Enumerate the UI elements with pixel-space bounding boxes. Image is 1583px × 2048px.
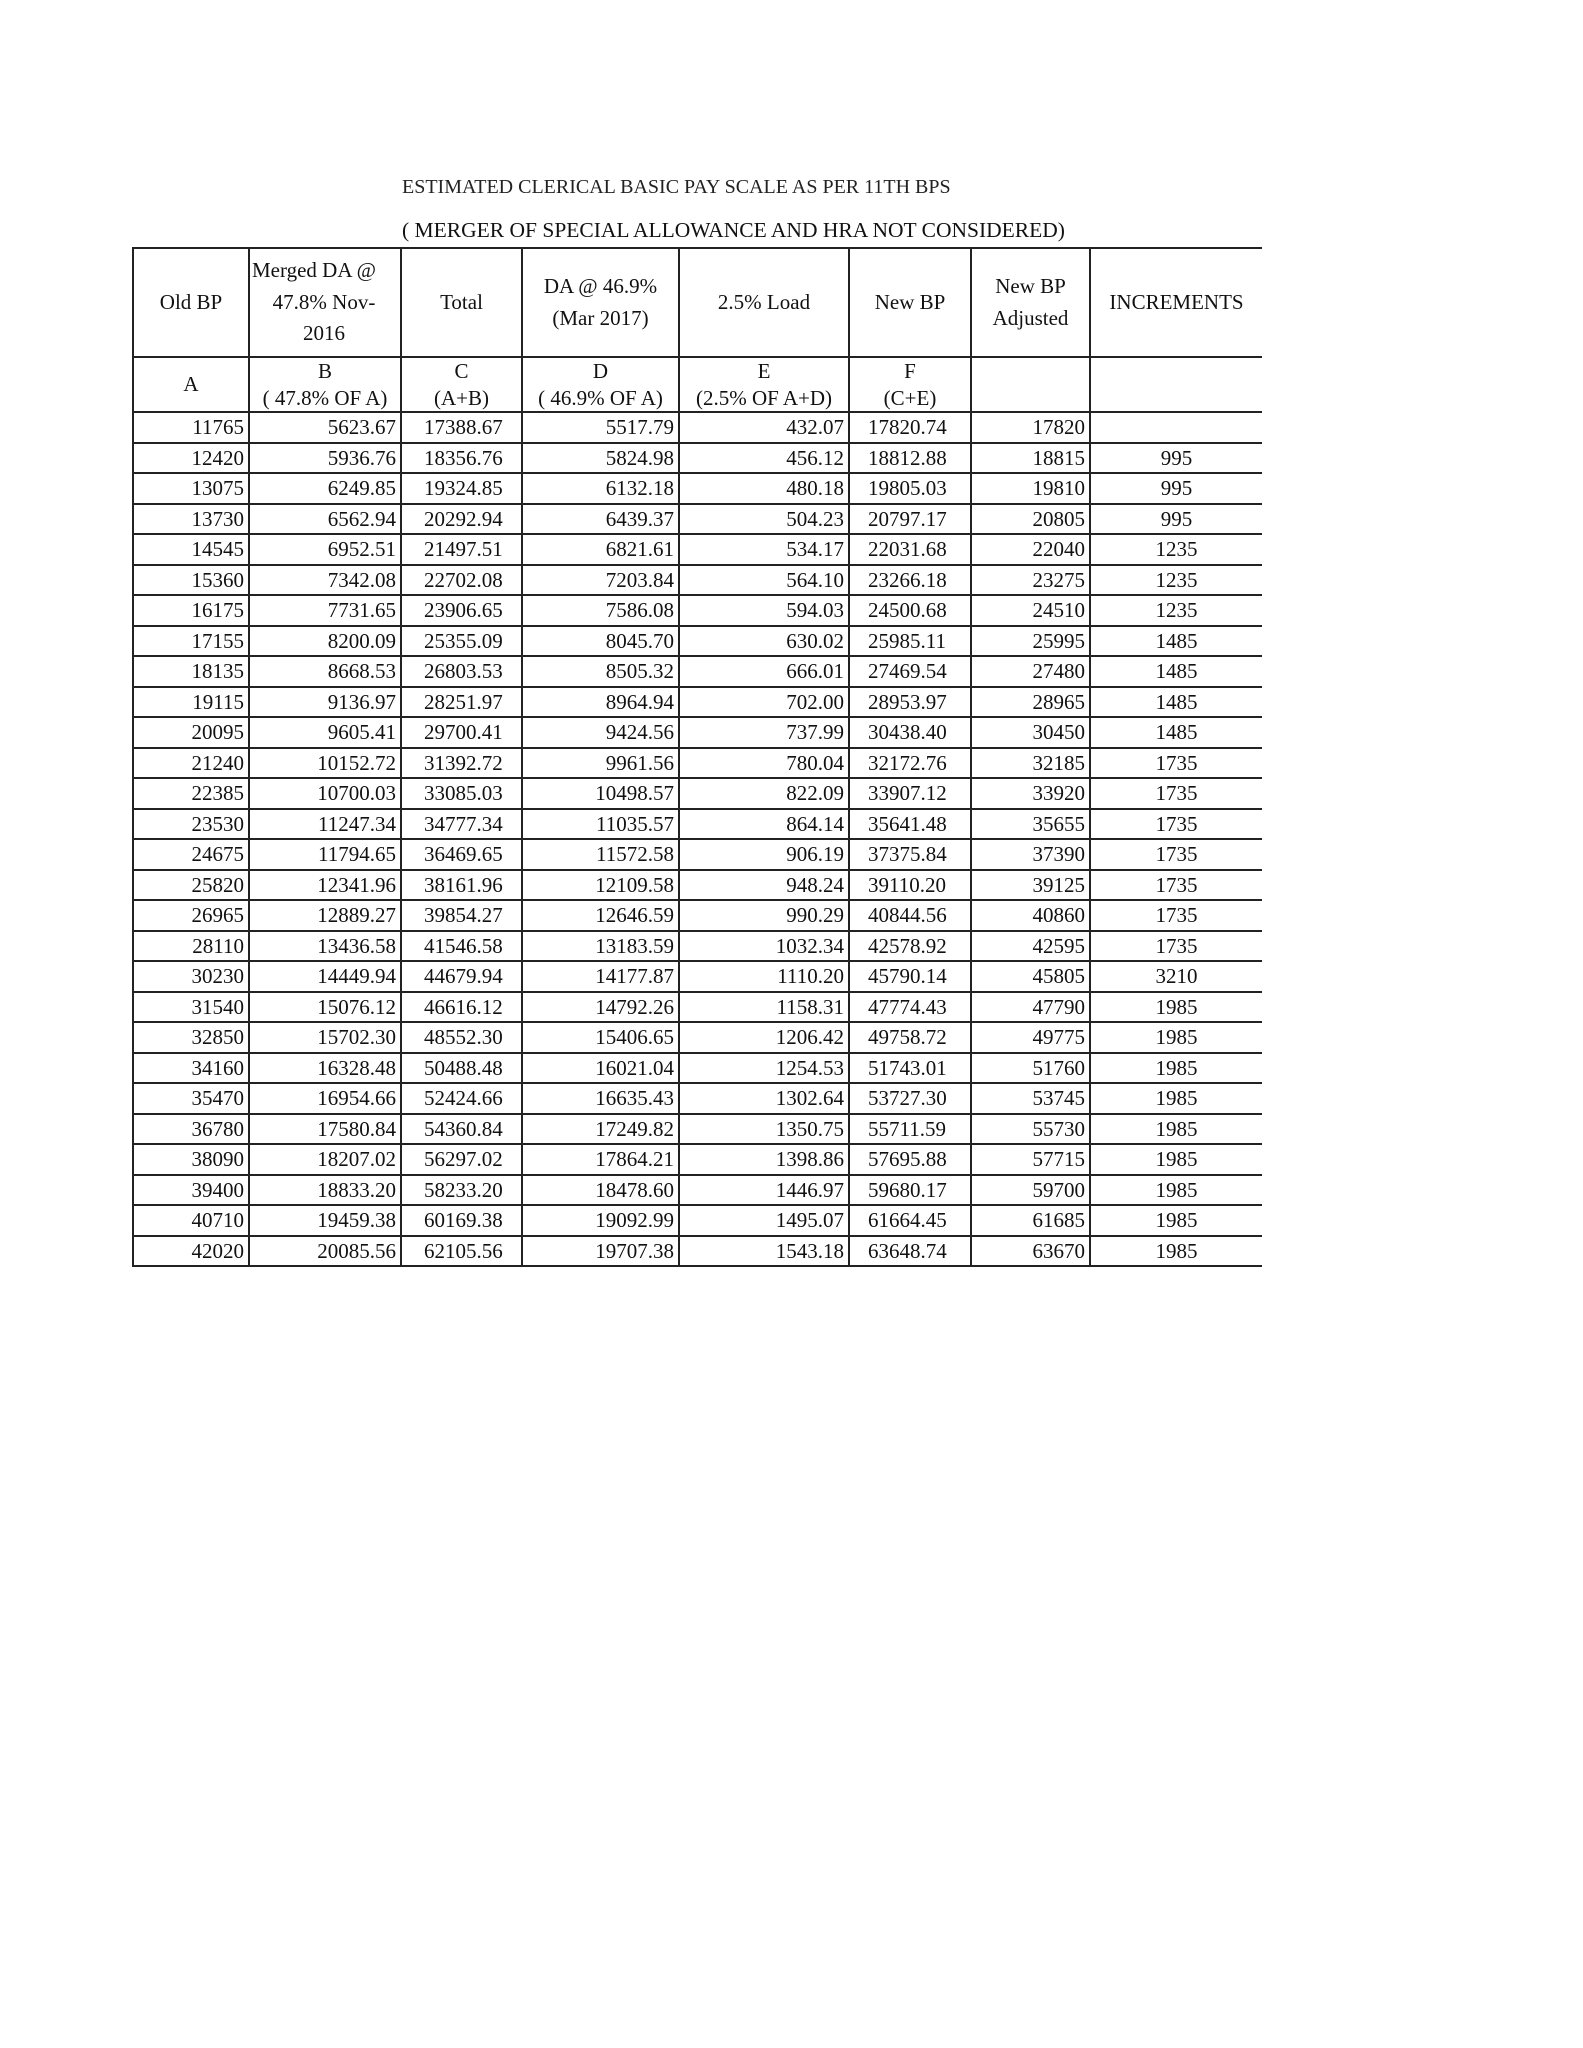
cell-increment: 1735	[1090, 931, 1262, 962]
table-row	[133, 1144, 1262, 1175]
cell-old-bp: 16175	[133, 595, 249, 626]
pay-scale-table	[132, 247, 1262, 1267]
cell-load: 1446.97	[679, 1175, 849, 1206]
cell-load: 990.29	[679, 900, 849, 931]
cell-total: 38161.96	[401, 870, 522, 901]
header-merged-da-line1: Merged DA @	[252, 258, 376, 283]
cell-load: 702.00	[679, 687, 849, 718]
cell-da: 12109.58	[522, 870, 679, 901]
cell-old-bp: 30230	[133, 961, 249, 992]
cell-total: 60169.38	[401, 1205, 522, 1236]
cell-increment: 1735	[1090, 809, 1262, 840]
cell-old-bp: 36780	[133, 1114, 249, 1145]
cell-da: 5517.79	[522, 412, 679, 443]
cell-old-bp: 12420	[133, 443, 249, 474]
cell-total: 21497.51	[401, 534, 522, 565]
cell-increment: 3210	[1090, 961, 1262, 992]
table-row	[133, 595, 1262, 626]
cell-total: 33085.03	[401, 778, 522, 809]
cell-merged-da: 11247.34	[249, 809, 401, 840]
cell-merged-da: 16954.66	[249, 1083, 401, 1114]
cell-old-bp: 39400	[133, 1175, 249, 1206]
table-row	[133, 839, 1262, 870]
cell-total: 17388.67	[401, 412, 522, 443]
cell-total: 19324.85	[401, 473, 522, 504]
cell-increment: 1985	[1090, 1175, 1262, 1206]
cell-load: 1495.07	[679, 1205, 849, 1236]
cell-merged-da: 15076.12	[249, 992, 401, 1023]
cell-da: 9961.56	[522, 748, 679, 779]
cell-old-bp: 40710	[133, 1205, 249, 1236]
cell-da: 10498.57	[522, 778, 679, 809]
cell-da: 11035.57	[522, 809, 679, 840]
cell-old-bp: 34160	[133, 1053, 249, 1084]
cell-new-bp-adjusted: 24510	[971, 595, 1090, 626]
table-row	[133, 473, 1262, 504]
cell-load: 666.01	[679, 656, 849, 687]
cell-total: 44679.94	[401, 961, 522, 992]
cell-new-bp: 30438.40	[849, 717, 971, 748]
cell-increment: 1485	[1090, 717, 1262, 748]
cell-new-bp-adjusted: 45805	[971, 961, 1090, 992]
cell-da: 9424.56	[522, 717, 679, 748]
cell-load: 1206.42	[679, 1022, 849, 1053]
header-da-line2: (Mar 2017)	[552, 305, 649, 330]
cell-new-bp: 32172.76	[849, 748, 971, 779]
cell-new-bp-adjusted: 28965	[971, 687, 1090, 718]
cell-new-bp-adjusted: 18815	[971, 443, 1090, 474]
cell-load: 1543.18	[679, 1236, 849, 1267]
table-row	[133, 809, 1262, 840]
header-col-a: A	[133, 357, 249, 412]
cell-da: 14177.87	[522, 961, 679, 992]
cell-new-bp-adjusted: 59700	[971, 1175, 1090, 1206]
cell-merged-da: 5936.76	[249, 443, 401, 474]
cell-da: 7586.08	[522, 595, 679, 626]
cell-total: 41546.58	[401, 931, 522, 962]
header-col-c-letter: C	[454, 359, 469, 384]
cell-new-bp: 51743.01	[849, 1053, 971, 1084]
cell-increment: 995	[1090, 443, 1262, 474]
cell-new-bp: 22031.68	[849, 534, 971, 565]
cell-new-bp: 63648.74	[849, 1236, 971, 1267]
header-row-formulas	[133, 357, 1262, 412]
cell-new-bp-adjusted: 40860	[971, 900, 1090, 931]
table-row	[133, 565, 1262, 596]
cell-da: 13183.59	[522, 931, 679, 962]
cell-increment: 995	[1090, 504, 1262, 535]
table-row	[133, 1083, 1262, 1114]
cell-merged-da: 18207.02	[249, 1144, 401, 1175]
cell-total: 31392.72	[401, 748, 522, 779]
cell-da: 7203.84	[522, 565, 679, 596]
cell-increment: 1985	[1090, 1236, 1262, 1267]
cell-old-bp: 24675	[133, 839, 249, 870]
cell-merged-da: 6562.94	[249, 504, 401, 535]
cell-new-bp-adjusted: 55730	[971, 1114, 1090, 1145]
cell-increment: 1985	[1090, 1022, 1262, 1053]
header-merged-da-line2: 47.8% Nov-	[272, 289, 376, 314]
header-merged-da	[249, 248, 401, 357]
header-col-e-formula: (2.5% OF A+D)	[695, 385, 833, 410]
cell-load: 1254.53	[679, 1053, 849, 1084]
cell-merged-da: 12889.27	[249, 900, 401, 931]
table-row	[133, 748, 1262, 779]
cell-merged-da: 12341.96	[249, 870, 401, 901]
cell-new-bp-adjusted: 49775	[971, 1022, 1090, 1053]
cell-new-bp-adjusted: 23275	[971, 565, 1090, 596]
cell-new-bp-adjusted: 19810	[971, 473, 1090, 504]
cell-increment: 1235	[1090, 595, 1262, 626]
cell-increment: 1735	[1090, 900, 1262, 931]
table-row	[133, 1114, 1262, 1145]
cell-da: 11572.58	[522, 839, 679, 870]
cell-increment: 1735	[1090, 870, 1262, 901]
header-col-f-formula: (C+E)	[883, 385, 937, 410]
cell-da: 8045.70	[522, 626, 679, 657]
cell-total: 18356.76	[401, 443, 522, 474]
cell-da: 14792.26	[522, 992, 679, 1023]
cell-old-bp: 20095	[133, 717, 249, 748]
cell-total: 28251.97	[401, 687, 522, 718]
cell-da: 12646.59	[522, 900, 679, 931]
cell-new-bp: 18812.88	[849, 443, 971, 474]
document-title: ESTIMATED CLERICAL BASIC PAY SCALE AS PER 11TH BPS	[402, 176, 951, 198]
cell-old-bp: 25820	[133, 870, 249, 901]
cell-increment: 1735	[1090, 839, 1262, 870]
cell-old-bp: 32850	[133, 1022, 249, 1053]
cell-increment: 1485	[1090, 656, 1262, 687]
cell-new-bp-adjusted: 25995	[971, 626, 1090, 657]
cell-load: 504.23	[679, 504, 849, 535]
cell-old-bp: 11765	[133, 412, 249, 443]
table-row	[133, 534, 1262, 565]
cell-da: 6821.61	[522, 534, 679, 565]
cell-da: 19707.38	[522, 1236, 679, 1267]
cell-increment: 1985	[1090, 1083, 1262, 1114]
cell-new-bp-adjusted: 35655	[971, 809, 1090, 840]
cell-new-bp-adjusted: 42595	[971, 931, 1090, 962]
header-col-b	[249, 357, 401, 412]
cell-increment: 1985	[1090, 992, 1262, 1023]
header-new-bp-adjusted	[971, 248, 1090, 357]
cell-old-bp: 13730	[133, 504, 249, 535]
cell-da: 16635.43	[522, 1083, 679, 1114]
cell-load: 534.17	[679, 534, 849, 565]
table-row	[133, 900, 1262, 931]
cell-new-bp-adjusted: 57715	[971, 1144, 1090, 1175]
header-col-f	[849, 357, 971, 412]
cell-increment	[1090, 412, 1262, 443]
cell-new-bp-adjusted: 20805	[971, 504, 1090, 535]
cell-merged-da: 17580.84	[249, 1114, 401, 1145]
table-row	[133, 1175, 1262, 1206]
header-load: 2.5% Load	[679, 248, 849, 357]
cell-new-bp: 27469.54	[849, 656, 971, 687]
table-row	[133, 504, 1262, 535]
cell-da: 8964.94	[522, 687, 679, 718]
cell-total: 52424.66	[401, 1083, 522, 1114]
cell-merged-da: 6952.51	[249, 534, 401, 565]
cell-old-bp: 15360	[133, 565, 249, 596]
cell-new-bp: 28953.97	[849, 687, 971, 718]
cell-new-bp: 59680.17	[849, 1175, 971, 1206]
header-new-bp-adjusted-line1: New BP	[995, 274, 1066, 298]
cell-merged-da: 6249.85	[249, 473, 401, 504]
cell-total: 25355.09	[401, 626, 522, 657]
header-col-e	[679, 357, 849, 412]
header-total: Total	[401, 248, 522, 357]
cell-merged-da: 18833.20	[249, 1175, 401, 1206]
cell-new-bp: 25985.11	[849, 626, 971, 657]
cell-total: 58233.20	[401, 1175, 522, 1206]
cell-old-bp: 18135	[133, 656, 249, 687]
cell-new-bp-adjusted: 17820	[971, 412, 1090, 443]
cell-new-bp: 53727.30	[849, 1083, 971, 1114]
header-col-g	[971, 357, 1090, 412]
header-new-bp-adjusted-line2: Adjusted	[992, 305, 1069, 330]
cell-load: 1032.34	[679, 931, 849, 962]
cell-new-bp: 45790.14	[849, 961, 971, 992]
header-new-bp: New BP	[849, 248, 971, 357]
table-row	[133, 1205, 1262, 1236]
header-col-d	[522, 357, 679, 412]
table-row	[133, 656, 1262, 687]
cell-new-bp: 19805.03	[849, 473, 971, 504]
cell-total: 54360.84	[401, 1114, 522, 1145]
cell-new-bp: 61664.45	[849, 1205, 971, 1236]
cell-load: 737.99	[679, 717, 849, 748]
table-row	[133, 626, 1262, 657]
table-row	[133, 443, 1262, 474]
cell-old-bp: 26965	[133, 900, 249, 931]
cell-old-bp: 23530	[133, 809, 249, 840]
cell-load: 1398.86	[679, 1144, 849, 1175]
header-da-line1: DA @ 46.9%	[543, 274, 658, 298]
table-row	[133, 412, 1262, 443]
cell-new-bp-adjusted: 22040	[971, 534, 1090, 565]
cell-total: 62105.56	[401, 1236, 522, 1267]
table-body	[133, 412, 1262, 1266]
cell-increment: 1235	[1090, 565, 1262, 596]
cell-merged-da: 8668.53	[249, 656, 401, 687]
cell-load: 822.09	[679, 778, 849, 809]
cell-merged-da: 13436.58	[249, 931, 401, 962]
header-col-d-letter: D	[592, 359, 609, 384]
cell-load: 480.18	[679, 473, 849, 504]
cell-new-bp-adjusted: 32185	[971, 748, 1090, 779]
cell-load: 630.02	[679, 626, 849, 657]
header-da	[522, 248, 679, 357]
cell-old-bp: 14545	[133, 534, 249, 565]
cell-new-bp: 24500.68	[849, 595, 971, 626]
cell-load: 594.03	[679, 595, 849, 626]
cell-total: 34777.34	[401, 809, 522, 840]
cell-total: 56297.02	[401, 1144, 522, 1175]
cell-old-bp: 42020	[133, 1236, 249, 1267]
cell-new-bp-adjusted: 63670	[971, 1236, 1090, 1267]
cell-new-bp: 20797.17	[849, 504, 971, 535]
cell-load: 1158.31	[679, 992, 849, 1023]
cell-total: 22702.08	[401, 565, 522, 596]
cell-total: 20292.94	[401, 504, 522, 535]
cell-increment: 1735	[1090, 778, 1262, 809]
cell-merged-da: 16328.48	[249, 1053, 401, 1084]
cell-da: 18478.60	[522, 1175, 679, 1206]
cell-merged-da: 7342.08	[249, 565, 401, 596]
table-row	[133, 778, 1262, 809]
cell-total: 46616.12	[401, 992, 522, 1023]
cell-new-bp: 17820.74	[849, 412, 971, 443]
cell-old-bp: 13075	[133, 473, 249, 504]
cell-increment: 1985	[1090, 1205, 1262, 1236]
cell-load: 1110.20	[679, 961, 849, 992]
cell-merged-da: 9605.41	[249, 717, 401, 748]
cell-increment: 995	[1090, 473, 1262, 504]
cell-old-bp: 19115	[133, 687, 249, 718]
cell-merged-da: 8200.09	[249, 626, 401, 657]
cell-increment: 1485	[1090, 687, 1262, 718]
cell-total: 36469.65	[401, 839, 522, 870]
cell-total: 26803.53	[401, 656, 522, 687]
cell-da: 19092.99	[522, 1205, 679, 1236]
cell-da: 17864.21	[522, 1144, 679, 1175]
table-row	[133, 687, 1262, 718]
cell-load: 864.14	[679, 809, 849, 840]
header-old-bp: Old BP	[133, 248, 249, 357]
cell-new-bp: 47774.43	[849, 992, 971, 1023]
cell-load: 948.24	[679, 870, 849, 901]
table-row	[133, 1053, 1262, 1084]
table-row	[133, 931, 1262, 962]
cell-increment: 1985	[1090, 1053, 1262, 1084]
cell-total: 50488.48	[401, 1053, 522, 1084]
cell-total: 23906.65	[401, 595, 522, 626]
cell-merged-da: 7731.65	[249, 595, 401, 626]
cell-total: 48552.30	[401, 1022, 522, 1053]
header-col-b-formula: ( 47.8% OF A)	[262, 385, 388, 410]
header-col-h	[1090, 357, 1262, 412]
cell-total: 29700.41	[401, 717, 522, 748]
cell-new-bp-adjusted: 39125	[971, 870, 1090, 901]
cell-old-bp: 31540	[133, 992, 249, 1023]
cell-increment: 1235	[1090, 534, 1262, 565]
cell-merged-da: 5623.67	[249, 412, 401, 443]
cell-new-bp: 42578.92	[849, 931, 971, 962]
cell-merged-da: 11794.65	[249, 839, 401, 870]
cell-new-bp: 49758.72	[849, 1022, 971, 1053]
cell-load: 1302.64	[679, 1083, 849, 1114]
cell-merged-da: 19459.38	[249, 1205, 401, 1236]
cell-merged-da: 10700.03	[249, 778, 401, 809]
cell-load: 564.10	[679, 565, 849, 596]
header-row-labels	[133, 248, 1262, 357]
table-row	[133, 992, 1262, 1023]
cell-load: 906.19	[679, 839, 849, 870]
cell-new-bp: 39110.20	[849, 870, 971, 901]
cell-da: 6132.18	[522, 473, 679, 504]
cell-merged-da: 10152.72	[249, 748, 401, 779]
cell-new-bp-adjusted: 47790	[971, 992, 1090, 1023]
cell-new-bp: 35641.48	[849, 809, 971, 840]
cell-da: 6439.37	[522, 504, 679, 535]
cell-new-bp-adjusted: 33920	[971, 778, 1090, 809]
cell-load: 780.04	[679, 748, 849, 779]
header-merged-da-line3: 2016	[303, 321, 345, 346]
table-row	[133, 1236, 1262, 1267]
cell-new-bp: 55711.59	[849, 1114, 971, 1145]
cell-old-bp: 17155	[133, 626, 249, 657]
cell-da: 8505.32	[522, 656, 679, 687]
cell-load: 432.07	[679, 412, 849, 443]
table-row	[133, 870, 1262, 901]
cell-old-bp: 22385	[133, 778, 249, 809]
cell-load: 456.12	[679, 443, 849, 474]
cell-increment: 1735	[1090, 748, 1262, 779]
header-increments: INCREMENTS	[1090, 248, 1262, 357]
header-col-e-letter: E	[757, 359, 771, 384]
cell-old-bp: 35470	[133, 1083, 249, 1114]
header-col-c	[401, 357, 522, 412]
cell-merged-da: 9136.97	[249, 687, 401, 718]
table-row	[133, 961, 1262, 992]
header-col-c-formula: (A+B)	[433, 385, 489, 410]
cell-da: 16021.04	[522, 1053, 679, 1084]
cell-new-bp: 37375.84	[849, 839, 971, 870]
cell-new-bp-adjusted: 27480	[971, 656, 1090, 687]
cell-increment: 1985	[1090, 1144, 1262, 1175]
cell-da: 15406.65	[522, 1022, 679, 1053]
cell-increment: 1485	[1090, 626, 1262, 657]
cell-new-bp-adjusted: 51760	[971, 1053, 1090, 1084]
cell-old-bp: 28110	[133, 931, 249, 962]
document-subtitle: ( MERGER OF SPECIAL ALLOWANCE AND HRA NOT CONSIDERED)	[402, 218, 1065, 242]
cell-merged-da: 14449.94	[249, 961, 401, 992]
cell-merged-da: 15702.30	[249, 1022, 401, 1053]
cell-new-bp: 23266.18	[849, 565, 971, 596]
cell-da: 5824.98	[522, 443, 679, 474]
cell-new-bp-adjusted: 37390	[971, 839, 1090, 870]
cell-new-bp: 57695.88	[849, 1144, 971, 1175]
cell-merged-da: 20085.56	[249, 1236, 401, 1267]
cell-increment: 1985	[1090, 1114, 1262, 1145]
cell-new-bp-adjusted: 61685	[971, 1205, 1090, 1236]
table-row	[133, 717, 1262, 748]
cell-new-bp: 33907.12	[849, 778, 971, 809]
cell-new-bp: 40844.56	[849, 900, 971, 931]
cell-old-bp: 38090	[133, 1144, 249, 1175]
header-col-f-letter: F	[904, 359, 916, 384]
table-row	[133, 1022, 1262, 1053]
cell-old-bp: 21240	[133, 748, 249, 779]
cell-load: 1350.75	[679, 1114, 849, 1145]
cell-new-bp-adjusted: 30450	[971, 717, 1090, 748]
header-col-d-formula: ( 46.9% OF A)	[538, 385, 663, 410]
cell-new-bp-adjusted: 53745	[971, 1083, 1090, 1114]
cell-da: 17249.82	[522, 1114, 679, 1145]
cell-total: 39854.27	[401, 900, 522, 931]
header-col-b-letter: B	[317, 359, 332, 384]
